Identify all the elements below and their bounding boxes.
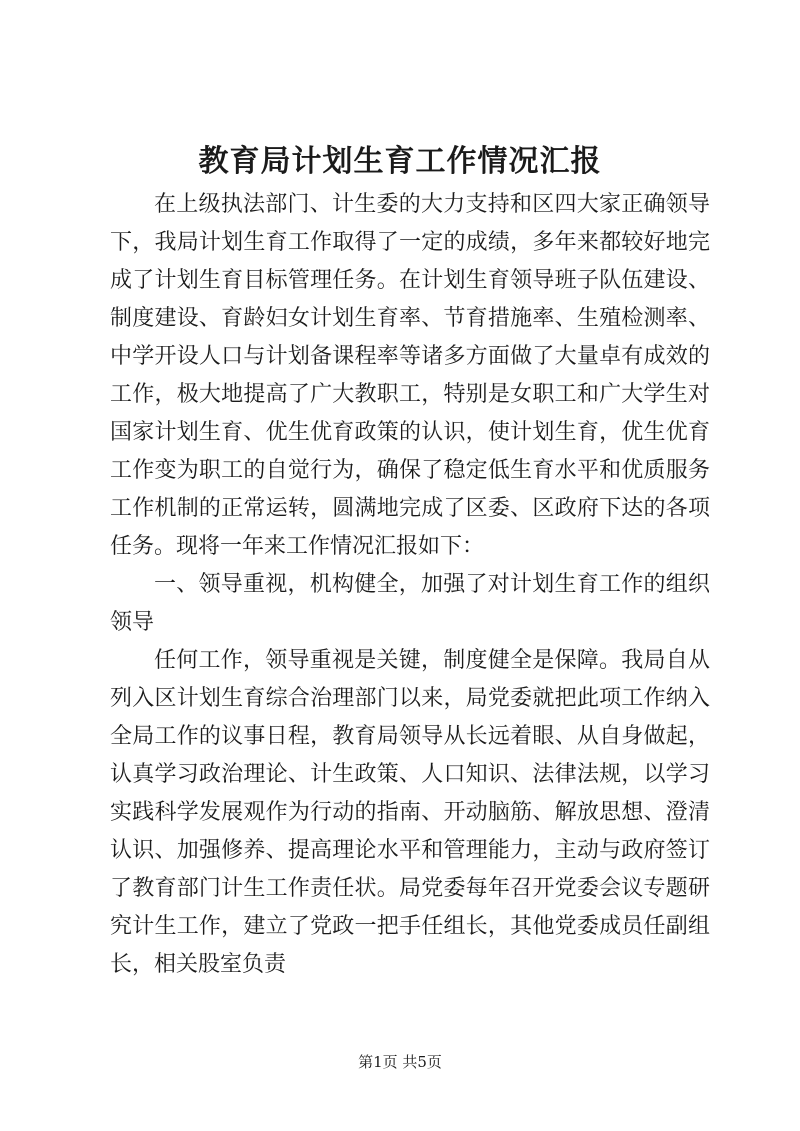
section-heading-1: 一、领导重视，机构健全，加强了对计划生育工作的组织领导	[110, 572, 710, 635]
paragraph-section-1: 任何工作，领导重视是关键，制度健全是保障。我局自从列入区计划生育综合治理部门以来，局党委就把此项工作纳入全局工作的议事日程，教育局领导从长远着眼、从自身做起，认真学习政治理论、计生政策、人口知识、法律法规，以学习实践科学发展观作为行动的指南、开动脑筋、解放思想、澄清认识、加强修养、提高理论水平和管理能力，主动与政府签订了教育部门计生工作责任状。局党委每年召开党委会议专题研究计生工作，建立了党政一把手任组长，其他党委成员任副组长，相关股室负责	[110, 648, 710, 977]
document-body	[110, 186, 710, 984]
page-footer: 第1页 共5页	[358, 1053, 442, 1071]
paragraph-intro: 在上级执法部门、计生委的大力支持和区四大家正确领导下，我局计划生育工作取得了一定的成绩，多年来都较好地完成了计划生育目标管理任务。在计划生育领导班子队伍建设、制度建设、育龄妇女计划生育率、节育措施率、生殖检测率、中学开设人口与计划备课程率等诸多方面做了大量卓有成效的工作，极大地提高了广大教职工，特别是女职工和广大学生对国家计划生育、优生优育政策的认识，使计划生育，优生优育工作变为职工的自觉行为，确保了稳定低生育水平和优质服务工作机制的正常运转，圆满地完成了区委、区政府下达的各项任务。现将一年来工作情况汇报如下：	[110, 192, 710, 559]
document-title: 教育局计划生育工作情况汇报	[198, 144, 602, 179]
